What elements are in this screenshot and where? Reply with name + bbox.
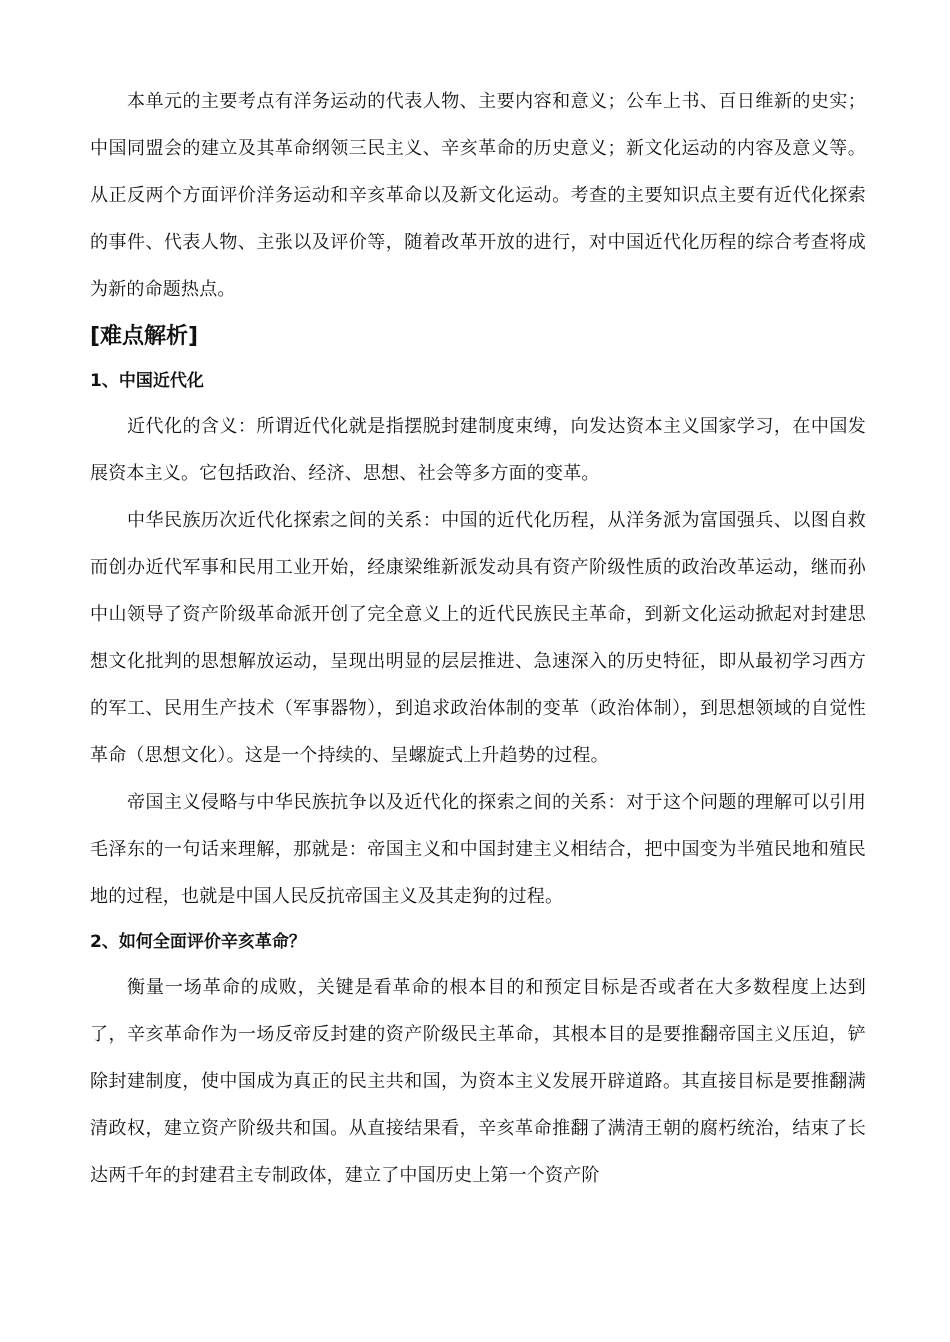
topic-1-heading: 1、中国近代化: [90, 371, 204, 391]
section-title: [难点解析]: [90, 324, 199, 349]
topic-1-paragraph-1: 近代化的含义：所谓近代化就是指摆脱封建制度束缚，向发达资本主义国家学习，在中国发展资本主义。它包括政治、经济、思想、社会等多方面的变革。: [90, 416, 866, 484]
topic-1-paragraph-3: 帝国主义侵略与中华民族抗争以及近代化的探索之间的关系：对于这个问题的理解可以引用毛泽东的一句话来理解，那就是：帝国主义和中国封建主义相结合，把中国变为半殖民地和殖民地的过程，也就是中国人民反抗帝国主义及其走狗的过程。: [90, 792, 866, 907]
document-page: [90, 78, 866, 1199]
intro-paragraph: 本单元的主要考点有洋务运动的代表人物、主要内容和意义；公车上书、百日维新的史实；中国同盟会的建立及其革命纲领三民主义、辛亥革命的历史意义；新文化运动的内容及意义等。从正反两个方面评价洋务运动和辛亥革命以及新文化运动。考查的主要知识点主要有近代化探索的事件、代表人物、主张以及评价等，随着改革开放的进行，对中国近代化历程的综合考查将成为新的命题热点。: [90, 91, 866, 300]
topic-2-heading: 2、如何全面评价辛亥革命？: [90, 932, 306, 952]
topic-2-paragraph-1: 衡量一场革命的成败，关键是看革命的根本目的和预定目标是否或者在大多数程度上达到了，辛亥革命作为一场反帝反封建的资产阶级民主革命，其根本目的是要推翻帝国主义压迫，铲除封建制度，使中国成为真正的民主共和国，为资本主义发展开辟道路。其直接目标是要推翻满清政权，建立资产阶级共和国。从直接结果看，辛亥革命推翻了满清王朝的腐朽统治，结束了长达两千年的封建君主专制政体，建立了中国历史上第一个资产阶: [90, 977, 866, 1186]
topic-1-paragraph-2: 中华民族历次近代化探索之间的关系：中国的近代化历程，从洋务派为富国强兵、以图自救而创办近代军事和民用工业开始，经康梁维新派发动具有资产阶级性质的政治改革运动，继而孙中山领导了资产阶级革命派开创了完全意义上的近代民族民主革命，到新文化运动掀起对封建思想文化批判的思想解放运动，呈现出明显的层层推进、急速深入的历史特征，即从最初学习西方的军工、民用生产技术（军事器物），到追求政治体制的变革（政治体制），到思想领域的自觉性革命（思想文化）。这是一个持续的、呈螺旋式上升趋势的过程。: [90, 510, 866, 766]
